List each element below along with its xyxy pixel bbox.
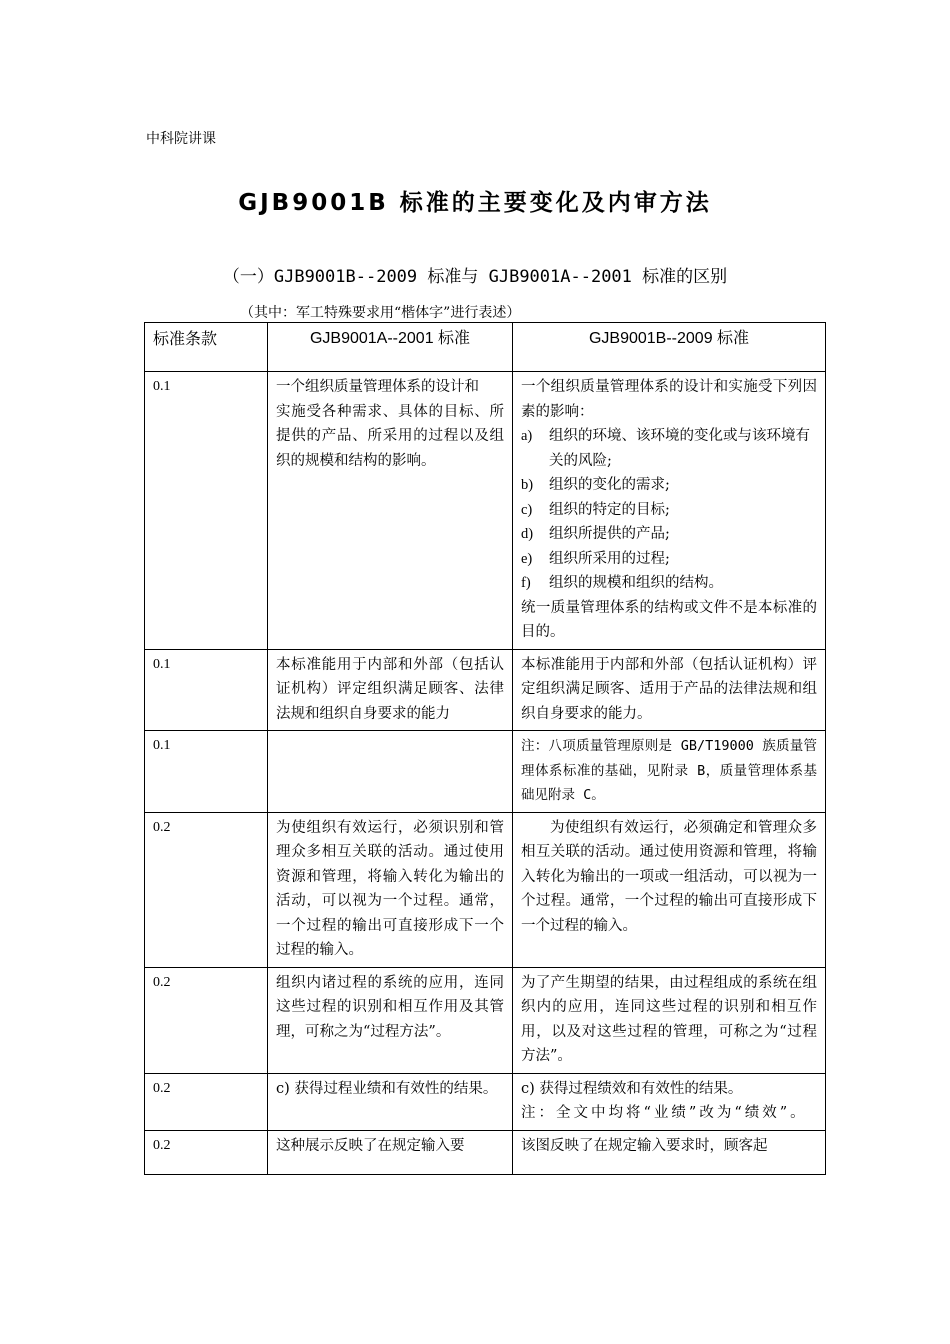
- list-marker: d): [521, 526, 534, 542]
- gjb9001a-cell: c) 获得过程业绩和有效性的结果。: [268, 1073, 513, 1130]
- list-marker: b): [521, 477, 534, 493]
- clause-cell: 0.1: [145, 372, 268, 650]
- b-intro: 一个组织质量管理体系的设计和实施受下列因素的影响：: [521, 379, 817, 420]
- gjb9001b-cell: 注：八项质量管理原则是 GB/T19000 族质量管理体系标准的基础，见附录 B，质量管理体系基础见附录 C。: [513, 731, 826, 813]
- list-text: 组织的特定的目标;: [549, 501, 670, 518]
- list-marker: c): [521, 501, 533, 518]
- table-row: [145, 731, 826, 813]
- list-marker: f): [521, 575, 531, 591]
- list-text: 组织的规模和组织的结构。: [549, 575, 723, 591]
- section-note: （其中：军工特殊要求用“楷体字”进行表述）: [240, 305, 521, 321]
- list-text: 组织所采用的过程;: [549, 550, 670, 567]
- gjb9001b-cell: 为使组织有效运行，必须确定和管理众多相互关联的活动。通过使用资源和管理，将输入转化为输出的一项或一组活动，可以视为一个过程。通常，一个过程的输出可直接形成下一个过程的输入。: [513, 812, 826, 967]
- gjb9001a-cell: 这种展示反映了在规定输入要: [268, 1130, 513, 1174]
- list-item: [521, 473, 817, 498]
- list-marker: e): [521, 550, 533, 567]
- table-row: [145, 1130, 826, 1174]
- gjb9001a-cell: 为使组织有效运行，必须识别和管理众多相互关联的活动。通过使用资源和管理，将输入转化为输出的活动，可以视为一个过程。通常，一个过程的输出可直接形成下一个过程的输入。: [268, 812, 513, 967]
- list-item: [521, 498, 817, 523]
- clause-cell: 0.1: [145, 649, 268, 731]
- list-marker: a): [521, 428, 533, 444]
- comparison-table: [144, 322, 826, 1175]
- gjb9001a-cell: 一个组织质量管理体系的设计和 实施受各种需求、具体的目标、所提供的产品、所采用的过程以及组织的规模和结构的影响。: [268, 372, 513, 650]
- section-heading: （一）GJB9001B--2009 标准与 GJB9001A--2001 标准的区别: [222, 267, 728, 287]
- clause-cell: 0.2: [145, 1073, 268, 1130]
- list-item: [521, 424, 817, 473]
- clause-cell: 0.2: [145, 812, 268, 967]
- b-outro: 统一质量管理体系的结构或文件不是本标准的目的。: [521, 599, 817, 640]
- gjb9001b-cell: [513, 1073, 826, 1130]
- gjb9001a-cell: [268, 731, 513, 813]
- gjb9001a-cell: 组织内诸过程的系统的应用，连同这些过程的识别和相互作用及其管理，可称之为“过程方法”。: [268, 967, 513, 1073]
- header-gjb9001a: GJB9001A--2001 标准: [268, 323, 513, 372]
- table-row: [145, 967, 826, 1073]
- b-text: c) 获得过程绩效和有效性的结果。: [521, 1080, 743, 1097]
- table-row: [145, 812, 826, 967]
- document-title: GJB9001B 标准的主要变化及内审方法: [238, 190, 712, 216]
- list-text: 组织的环境、该环境的变化或与该环境有关的风险;: [549, 428, 810, 469]
- table-header-row: [145, 323, 826, 372]
- gjb9001b-cell: [513, 372, 826, 650]
- table-row: [145, 372, 826, 650]
- header-clause: 标准条款: [145, 323, 268, 372]
- list-item: [521, 571, 817, 596]
- clause-cell: 0.2: [145, 967, 268, 1073]
- clause-cell: 0.1: [145, 731, 268, 813]
- gjb9001b-cell: 为了产生期望的结果，由过程组成的系统在组织内的应用，连同这些过程的识别和相互作用，以及对这些过程的管理，可称之为“过程方法”。: [513, 967, 826, 1073]
- list-item: [521, 547, 817, 572]
- list-text: 组织所提供的产品;: [549, 526, 670, 542]
- gjb9001b-cell: 本标准能用于内部和外部（包括认证机构）评定组织满足顾客、适用于产品的法律法规和组织自身要求的能力。: [513, 649, 826, 731]
- clause-cell: 0.2: [145, 1130, 268, 1174]
- table-row: [145, 1073, 826, 1130]
- gjb9001a-cell: 本标准能用于内部和外部（包括认证机构）评定组织满足顾客、法律法规和组织自身要求的能力: [268, 649, 513, 731]
- list-item: [521, 522, 817, 547]
- list-text: 组织的变化的需求;: [549, 477, 670, 493]
- b-note: 注：全文中均将“业绩”改为“绩效”。: [521, 1105, 808, 1121]
- table-row: [145, 649, 826, 731]
- gjb9001b-cell: 该图反映了在规定输入要求时，顾客起: [513, 1130, 826, 1174]
- header-gjb9001b: GJB9001B--2009 标准: [513, 323, 826, 372]
- header-note: 中科院讲课: [146, 131, 216, 147]
